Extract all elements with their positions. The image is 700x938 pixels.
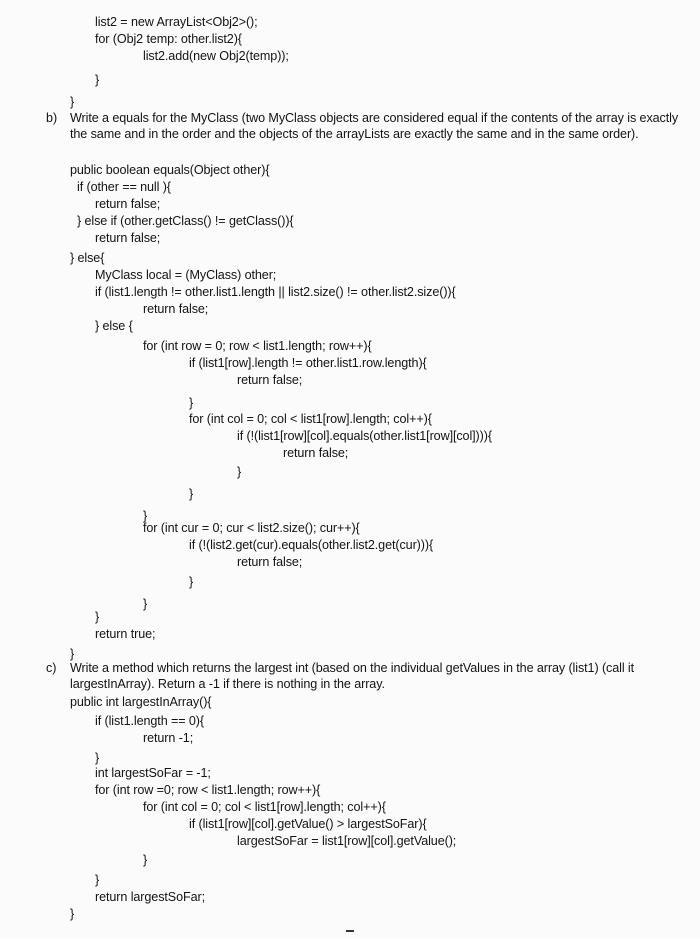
code-line: return largestSoFar;	[95, 890, 205, 904]
code-line: if (list1[row].length != other.list1.row.length){	[189, 356, 427, 370]
code-line: }	[70, 907, 75, 921]
code-line: if (list1.length == 0){	[95, 714, 205, 728]
code-line: }	[143, 853, 148, 867]
section-b-label: b)	[46, 111, 58, 125]
code-line: } else if (other.getClass() != getClass()){	[77, 214, 294, 228]
code-line: for (int col = 0; col < list1[row].length; col++){	[143, 800, 386, 814]
code-line: return false;	[283, 446, 349, 460]
section-c-label: c)	[46, 661, 57, 675]
code-line: return true;	[95, 627, 156, 641]
code-line: if (other == null ){	[77, 180, 171, 194]
section-c-prompt: Write a method which returns the largest int (based on the individual getValues in the array (list1) (call it largestInArray). Return a -1 if there is nothing in the array.	[70, 661, 635, 691]
code-line: public boolean equals(Object other){	[70, 163, 270, 177]
code-line: }	[95, 873, 100, 887]
code-line: }	[95, 73, 100, 87]
code-line: if (list1.length != other.list1.length || list2.size() != other.list2.size()){	[95, 285, 456, 299]
code-line: }	[143, 509, 148, 523]
code-line: }	[237, 465, 242, 479]
code-line: for (Obj2 temp: other.list2){	[95, 32, 242, 46]
code-line: if (!(list1[row][col].equals(other.list1[row][col]))){	[237, 429, 492, 443]
code-line: }	[189, 396, 194, 410]
code-line: }	[143, 597, 148, 611]
code-line: }	[189, 487, 194, 501]
code-line: } else {	[95, 319, 133, 333]
code-line: for (int col = 0; col < list1[row].length; col++){	[189, 412, 432, 426]
code-line: return false;	[237, 373, 303, 387]
code-line: int largestSoFar = -1;	[95, 766, 211, 780]
code-line: } else{	[70, 251, 105, 265]
code-line: return false;	[95, 197, 161, 211]
code-line: public int largestInArray(){	[70, 695, 212, 709]
code-line: MyClass local = (MyClass) other;	[95, 268, 277, 282]
code-line: list2 = new ArrayList<Obj2>();	[95, 15, 258, 29]
code-line: largestSoFar = list1[row][col].getValue();	[237, 834, 457, 848]
code-line: if (!(list2.get(cur).equals(other.list2.get(cur))){	[189, 538, 434, 552]
code-line: return false;	[95, 231, 161, 245]
code-line: list2.add(new Obj2(temp));	[143, 49, 289, 63]
code-line: }	[70, 647, 75, 661]
code-line: return false;	[143, 302, 209, 316]
code-line: }	[70, 95, 75, 109]
code-line: return false;	[237, 555, 303, 569]
code-line: }	[95, 610, 100, 624]
code-line: for (int row =0; row < list1.length; row++){	[95, 783, 321, 797]
code-line: }	[95, 751, 100, 765]
code-line: for (int row = 0; row < list1.length; row++){	[143, 339, 372, 353]
section-b-prompt: Write a equals for the MyClass (two MyClass objects are considered equal if the contents of the array is exactly the same and in the order and the objects of the arrayLists are exactly the same and in the same order).	[70, 111, 679, 141]
code-line: return -1;	[143, 731, 194, 745]
code-line: for (int cur = 0; cur < list2.size(); cur++){	[143, 521, 360, 535]
code-line: }	[189, 575, 194, 589]
page-mark	[346, 930, 354, 932]
code-line: if (list1[row][col].getValue() > largestSoFar){	[189, 817, 427, 831]
